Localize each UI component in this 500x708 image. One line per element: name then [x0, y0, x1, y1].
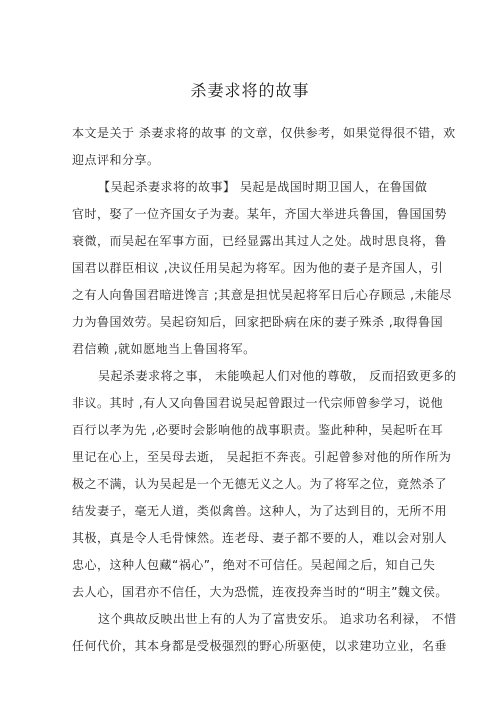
text-line: 【吴起杀妻求将的故事】 吴起是战国时期卫国人，在鲁国做 — [98, 180, 428, 194]
text-line: 任何代价，其本身都是受极强烈的野心所驱使，以求建功立业，名垂 — [72, 639, 448, 653]
text-line: 迎点评和分享。 — [72, 153, 160, 167]
text-line: 官时，娶了一位齐国女子为妻。某年，齐国大举进兵鲁国，鲁国国势 — [72, 207, 448, 221]
text-line: 其极，真是令人毛骨悚然。连老母、妻子都不要的人，难以会对别人 — [72, 531, 448, 545]
text-line: 里记在心上，至吴母去逝， 吴起拒不奔丧。引起曾参对他的所作所为 — [72, 450, 452, 464]
text-line: 百行以孝为先 ,必要时会影响他的战事职责。鉴此种种，吴起听在耳 — [72, 423, 444, 437]
text-line: 去人心，国君亦不信任，大为恐慌，连夜投奔当时的“明主”魏文侯。 — [72, 585, 448, 599]
document-title: 杀妻求将的故事 — [190, 81, 310, 100]
text-line: 结发妻子，毫无人道，类似禽兽。这种人，为了达到目的，无所不用 — [72, 504, 448, 518]
text-line: 本文是关于 杀妻求将的故事 的文章，仅供参考，如果觉得很不错，欢 — [72, 126, 456, 140]
text-line: 非议。其时 ,有人又向鲁国君说吴起曾跟过一代宗师曾参学习，说他 — [72, 396, 444, 410]
text-line: 吴起杀妻求将之事， 未能唤起人们对他的尊敬， 反而招致更多的 — [98, 369, 457, 383]
text-line: 这个典故反映出世上有的人为了富贵安乐。 追求功名利禄， 不惜 — [98, 612, 457, 626]
text-line: 君信赖 ,就如愿地当上鲁国将军。 — [72, 342, 256, 356]
text-line: 极之不满，认为吴起是一个无德无义之人。为了将军之位，竟然杀了 — [72, 477, 448, 491]
text-line: 之有人向鲁国君暗进馋言 ;其意是担忧吴起将军日后心存顾忌 ,未能尽 — [72, 288, 452, 302]
text-line: 忠心，这种人包藏“祸心”，绝对不可信任。吴起闻之后，知自己失 — [72, 558, 436, 572]
text-line: 衰微，而吴起在军事方面，已经显露出其过人之处。战时思良将，鲁 — [72, 234, 448, 248]
text-line: 力为鲁国效劳。吴起窃知后，回家把卧病在床的妻子殊杀 ,取得鲁国 — [72, 315, 444, 329]
text-line: 国君以群臣相议 ,决议任用吴起为将军。因为他的妻子是齐国人，引 — [72, 261, 444, 275]
